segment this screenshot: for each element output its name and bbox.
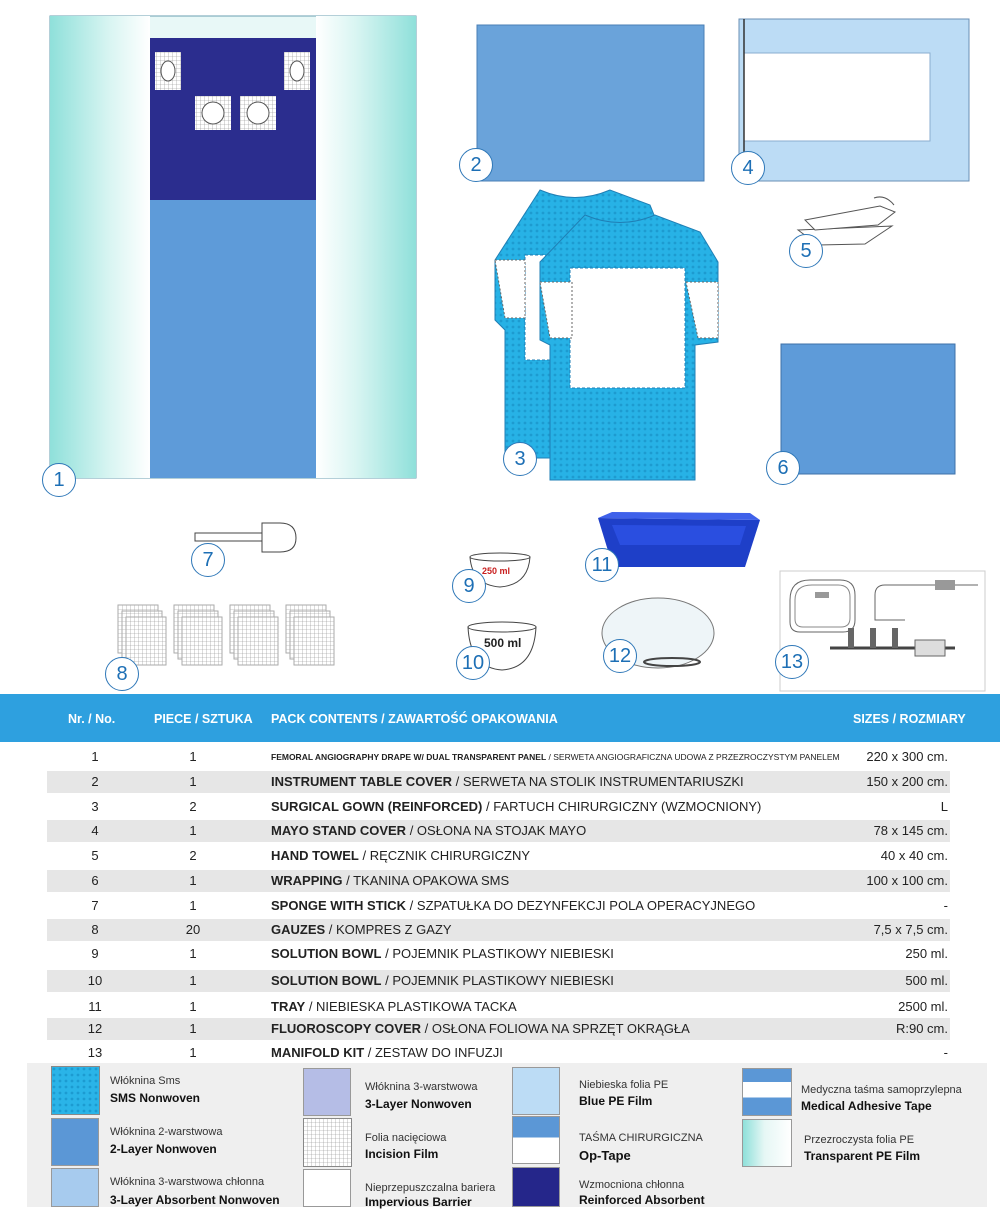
swatch-medical-adhesive-tape (742, 1068, 792, 1116)
legend-en-10: Transparent PE Film (804, 1149, 921, 1163)
row-name: MANIFOLD KIT (271, 1045, 365, 1060)
row-size: 100 x 100 cm. (866, 873, 948, 888)
row-contents (271, 895, 755, 917)
legend-pl-2: Włóknina 3-warstwowa chłonna (110, 1176, 265, 1188)
row-qty: 1 (189, 1021, 197, 1036)
row-no: 2 (91, 774, 99, 789)
legend-pl-7: TAŚMA CHIRURGICZNA (579, 1132, 703, 1144)
row-contents (271, 1042, 503, 1064)
row-qty: 2 (189, 799, 197, 814)
legend-pl-3: Włóknina 3-warstwowa (365, 1081, 478, 1093)
row-qty: 1 (189, 973, 197, 988)
row-contents (271, 820, 586, 842)
instrument-table-cover (477, 25, 704, 181)
row-contents (271, 870, 509, 892)
row-size: 250 ml. (905, 946, 948, 961)
row-size: - (943, 1045, 948, 1060)
row-desc: / SERWETA NA STOLIK INSTRUMENTARIUSZKI (452, 774, 744, 789)
row-qty: 20 (185, 922, 201, 937)
item-number-4: 4 (731, 151, 765, 185)
legend-en-6: Blue PE Film (579, 1094, 653, 1108)
item-number-5: 5 (789, 234, 823, 268)
bowl-250-label: 250 ml (482, 566, 511, 576)
row-desc: / OSŁONA NA STOJAK MAYO (406, 823, 587, 838)
row-no: 5 (91, 848, 99, 863)
row-desc: / NIEBIESKA PLASTIKOWA TACKA (305, 999, 517, 1014)
table-row (0, 1042, 1000, 1064)
row-size: 40 x 40 cm. (880, 848, 948, 863)
angiography-drape (50, 16, 416, 478)
row-no: 4 (91, 823, 99, 838)
row-qty: 1 (189, 873, 197, 888)
legend-pl-4: Folia nacięciowa (365, 1132, 447, 1144)
legend-pl-5: Nieprzepuszczalna bariera (365, 1182, 496, 1194)
row-no: 11 (88, 999, 102, 1014)
bowl-500-label: 500 ml (484, 636, 522, 650)
item-number-7: 7 (191, 543, 225, 577)
wrapping (781, 344, 955, 474)
row-desc: / TKANINA OPAKOWA SMS (342, 873, 510, 888)
row-no: 3 (91, 799, 99, 814)
row-size: 150 x 200 cm. (866, 774, 948, 789)
swatch-2-layer (51, 1118, 99, 1166)
swatch-incision-film (303, 1118, 353, 1168)
row-desc: / KOMPRES Z GAZY (325, 922, 452, 937)
row-name: SOLUTION BOWL (271, 973, 382, 988)
row-no: 8 (91, 922, 99, 937)
row-contents (271, 1018, 690, 1040)
gauzes (118, 605, 334, 665)
row-qty: 1 (189, 999, 197, 1014)
item-number-2: 2 (459, 148, 493, 182)
row-desc: / POJEMNIK PLASTIKOWY NIEBIESKI (381, 946, 614, 961)
item-number-8: 8 (105, 657, 139, 691)
header-piece: PIECE / SZTUKA (154, 712, 253, 726)
header-no: Nr. / No. (68, 712, 116, 726)
row-qty: 2 (189, 848, 197, 863)
row-qty: 1 (189, 774, 197, 789)
row-name: WRAPPING (271, 873, 343, 888)
legend-en-5: Impervious Barrier (365, 1195, 472, 1209)
table-row (0, 1018, 1000, 1040)
manifold-kit (780, 571, 985, 691)
row-no: 12 (87, 1021, 103, 1036)
table-row (0, 845, 1000, 867)
row-contents (271, 796, 761, 818)
table-row (0, 870, 1000, 892)
row-qty: 1 (189, 946, 197, 961)
row-desc: / SZPATUŁKA DO DEZYNFEKCJI POLA OPERACYJNEGO (406, 898, 756, 913)
row-size: 220 x 300 cm. (866, 749, 948, 764)
table-row (0, 771, 1000, 793)
row-contents (271, 771, 744, 793)
legend-pl-0: Włóknina Sms (110, 1075, 181, 1087)
table-row (0, 746, 1000, 768)
row-no: 6 (91, 873, 99, 888)
row-desc: / POJEMNIK PLASTIKOWY NIEBIESKI (381, 973, 614, 988)
row-no: 10 (87, 973, 103, 988)
row-size: 2500 ml. (898, 999, 948, 1014)
item-number-13: 13 (775, 645, 809, 679)
row-qty: 1 (189, 823, 197, 838)
row-desc: / FARTUCH CHIRURGICZNY (WZMOCNIONY) (482, 799, 762, 814)
item-number-10: 10 (456, 646, 490, 680)
row-qty: 1 (189, 898, 197, 913)
swatch-blue-pe-film (512, 1067, 560, 1115)
row-qty: 1 (189, 749, 197, 764)
row-size: L (940, 799, 948, 814)
row-contents (271, 996, 517, 1018)
table-row (0, 919, 1000, 941)
item-number-6: 6 (766, 451, 800, 485)
row-name: TRAY (271, 999, 306, 1014)
table-row (0, 996, 1000, 1018)
item-number-3: 3 (503, 442, 537, 476)
row-contents (271, 845, 530, 867)
row-name: SPONGE WITH STICK (271, 898, 407, 913)
row-size: - (943, 898, 948, 913)
swatch-reinforced-absorbent (512, 1167, 560, 1207)
legend-pl-1: Włóknina 2-warstwowa (110, 1126, 223, 1138)
row-size: 78 x 145 cm. (873, 823, 948, 838)
plastic-tray (598, 512, 760, 567)
row-name: SURGICAL GOWN (REINFORCED) (271, 799, 483, 814)
legend-en-7: Op-Tape (579, 1148, 631, 1163)
swatch-sms (51, 1066, 101, 1116)
legend-en-3: 3-Layer Nonwoven (365, 1097, 472, 1111)
table-row (0, 820, 1000, 842)
row-desc: / SERWETA ANGIOGRAFICZNA UDOWA Z PRZEZROCZYSTYM PANELEM (546, 752, 840, 762)
table-row (0, 943, 1000, 965)
legend-pl-6: Niebieska folia PE (579, 1079, 669, 1091)
row-name: GAUZES (271, 922, 326, 937)
legend-pl-10: Przezroczysta folia PE (804, 1134, 915, 1146)
swatch-impervious-barrier (303, 1169, 351, 1207)
header-sizes: SIZES / ROZMIARY (853, 712, 966, 726)
legend-en-4: Incision Film (365, 1147, 439, 1161)
row-size: 7,5 x 7,5 cm. (873, 922, 948, 937)
table-header (0, 694, 1000, 742)
item-number-12: 12 (603, 639, 637, 673)
row-no: 13 (87, 1045, 103, 1060)
swatch-op-tape (512, 1116, 560, 1164)
swatch-transparent-pe-film (742, 1119, 792, 1167)
row-desc: / RĘCZNIK CHIRURGICZNY (358, 848, 531, 863)
row-name: FLUOROSCOPY COVER (271, 1021, 422, 1036)
header-contents: PACK CONTENTS / ZAWARTOŚĆ OPAKOWANIA (271, 712, 558, 726)
row-contents (271, 746, 840, 768)
swatch-3-layer (303, 1068, 351, 1116)
row-name: INSTRUMENT TABLE COVER (271, 774, 453, 789)
legend-en-1: 2-Layer Nonwoven (110, 1142, 217, 1156)
row-contents (271, 919, 452, 941)
legend-en-0: SMS Nonwoven (110, 1091, 201, 1105)
row-desc: / OSŁONA FOLIOWA NA SPRZĘT OKRĄGŁA (421, 1021, 690, 1036)
legend-en-9: Medical Adhesive Tape (801, 1099, 932, 1113)
row-size: 500 ml. (905, 973, 948, 988)
row-name: HAND TOWEL (271, 848, 359, 863)
table-row (0, 895, 1000, 917)
legend-en-8: Reinforced Absorbent (579, 1193, 705, 1207)
swatch-3-layer-absorbent (51, 1168, 99, 1207)
legend-pl-8: Wzmocniona chłonna (579, 1179, 685, 1191)
item-number-9: 9 (452, 569, 486, 603)
item-number-11: 11 (585, 548, 619, 582)
legend-en-2: 3-Layer Absorbent Nonwoven (110, 1193, 280, 1207)
table-row (0, 970, 1000, 992)
row-desc: / ZESTAW DO INFUZJI (364, 1045, 503, 1060)
row-size: R:90 cm. (895, 1021, 948, 1036)
table-row (0, 796, 1000, 818)
row-qty: 1 (189, 1045, 197, 1060)
row-no: 1 (91, 749, 99, 764)
legend-pl-9: Medyczna taśma samoprzylepna (801, 1084, 962, 1096)
row-contents (271, 970, 614, 992)
item-number-1: 1 (42, 463, 76, 497)
row-name: SOLUTION BOWL (271, 946, 382, 961)
surgical-gown-front (540, 215, 718, 480)
row-contents (271, 943, 614, 965)
row-no: 7 (91, 898, 99, 913)
row-name: MAYO STAND COVER (271, 823, 407, 838)
mayo-stand-cover (739, 19, 969, 181)
row-name: FEMORAL ANGIOGRAPHY DRAPE W/ DUAL TRANSPARENT PANEL (271, 752, 547, 762)
row-no: 9 (91, 946, 99, 961)
